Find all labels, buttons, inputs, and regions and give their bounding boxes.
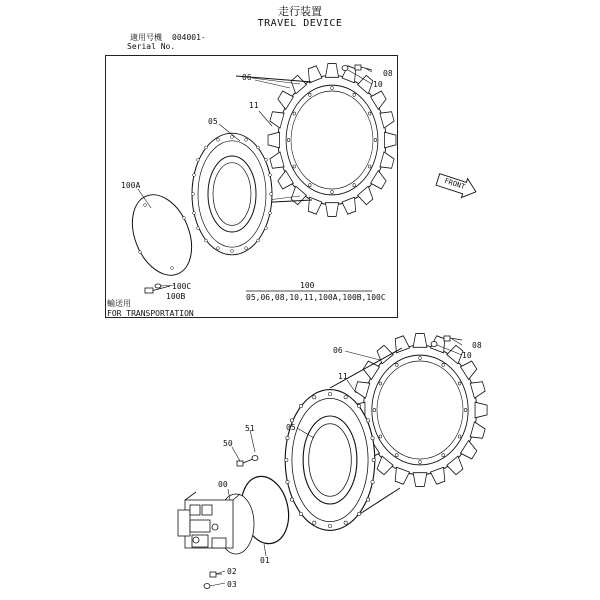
lower-label-10: 10 — [462, 351, 472, 360]
lower-label-50: 50 — [223, 439, 233, 448]
upper-label-08: 08 — [383, 69, 393, 78]
front-label: FRONT — [443, 176, 466, 192]
upper-drum — [192, 133, 273, 255]
transport-label-jp: 輸送用 — [107, 299, 131, 308]
serial-label-en: Serial No. — [127, 42, 176, 51]
page-title-jp: 走行装置 — [278, 5, 322, 18]
upper-label-06: 06 — [242, 73, 252, 82]
upper-label-100c: 100C — [172, 282, 192, 291]
lower-label-06: 06 — [333, 346, 343, 355]
lower-label-08: 08 — [472, 341, 482, 350]
lower-label-02: 02 — [227, 567, 237, 576]
serial-value: 004001- — [172, 33, 206, 42]
lower-label-01: 01 — [260, 556, 270, 565]
lower-travel-motor-00 — [178, 492, 254, 554]
lower-drum — [285, 390, 376, 531]
upper-label-05: 05 — [208, 117, 218, 126]
upper-label-11: 11 — [249, 101, 259, 110]
assembly-number: 100 — [300, 281, 315, 290]
upper-label-100b: 100B — [166, 292, 186, 301]
serial-label-jp: 適用号機 — [130, 33, 162, 42]
transport-label-en: FOR TRANSPORTATION — [107, 309, 194, 318]
lower-label-11: 11 — [338, 372, 348, 381]
page-title-en: TRAVEL DEVICE — [257, 18, 343, 29]
lower-label-51: 51 — [245, 424, 255, 433]
lower-label-05: 05 — [286, 423, 296, 432]
lower-bolt-02 — [204, 572, 222, 589]
lower-label-00: 00 — [218, 480, 228, 489]
upper-label-100a: 100A — [121, 181, 141, 190]
lower-label-03: 03 — [227, 580, 237, 589]
upper-label-10: 10 — [373, 80, 383, 89]
assembly-parts: 05,06,08,10,11,100A,100B,100C — [246, 293, 386, 302]
upper-cover-100a — [121, 186, 203, 284]
